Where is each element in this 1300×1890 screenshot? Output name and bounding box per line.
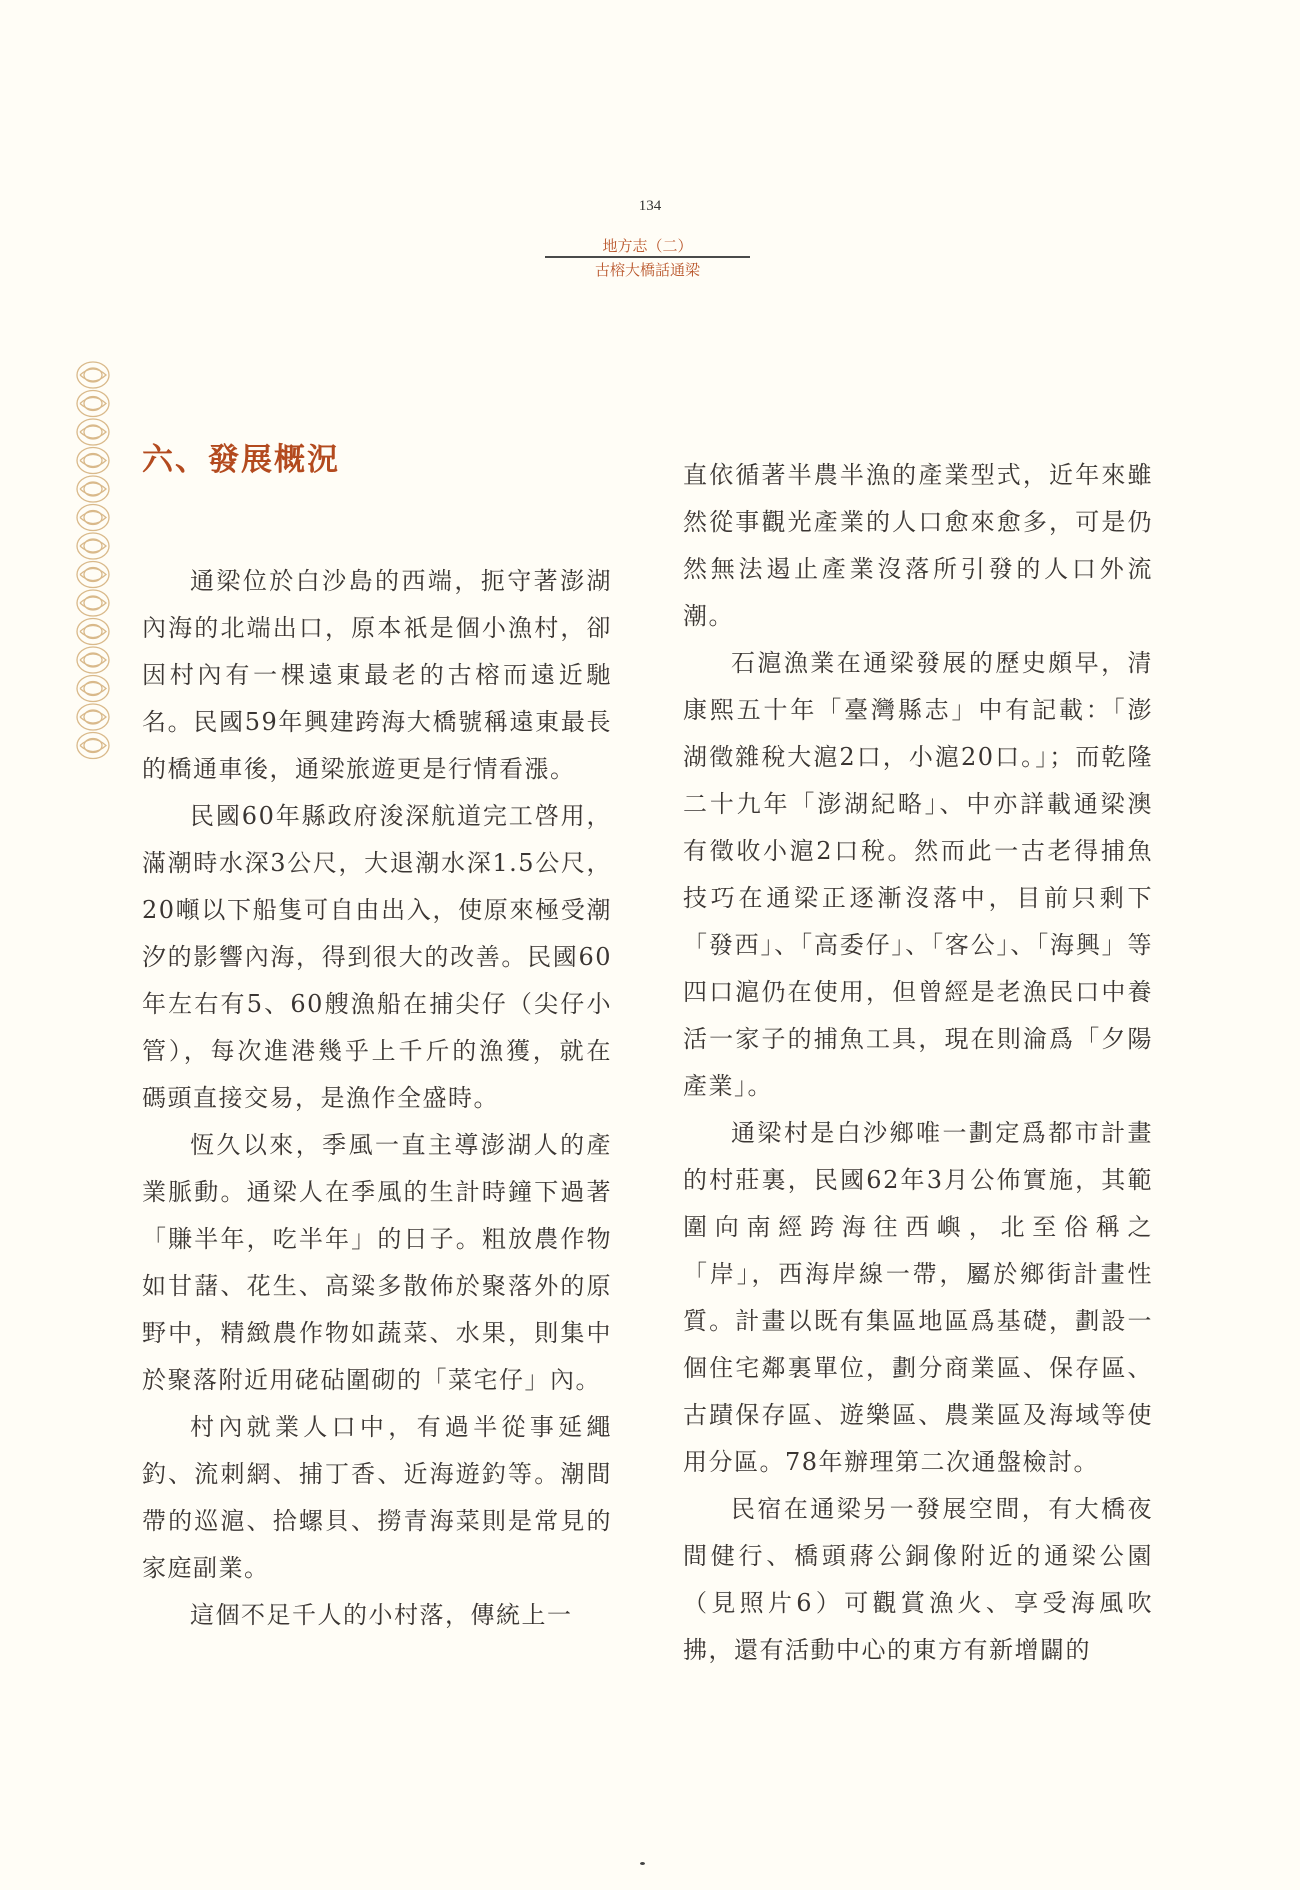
page-mark <box>640 1862 645 1865</box>
left-column <box>142 440 612 1639</box>
running-head <box>545 236 750 280</box>
series-title: 地方志（二） <box>602 237 693 255</box>
right-column <box>683 452 1153 1674</box>
floral-border-ornament-icon <box>72 360 114 780</box>
paragraph: 民宿在通梁另一發展空間，有大橋夜間健行、橋頭蔣公銅像附近的通梁公園（見照片6）可觀賞漁火、享受海風吹拂，還有活動中心的東方有新增闢的 <box>683 1495 1153 1664</box>
book-subtitle: 古榕大橋話通梁 <box>594 260 700 279</box>
right-column-body <box>683 452 1153 1674</box>
paragraph: 通梁村是白沙鄉唯一劃定爲都市計畫的村莊裏，民國62年3月公佈實施，其範圍向南經跨海往西嶼，北至俗稱之「岸」，西海岸線一帶，屬於鄉街計畫性質。計畫以既有集區地區爲基礎，劃設一個住宅鄰裏單位，劃分商業區、保存區、古蹟保存區、遊樂區、農業區及海域等使用分區。78年辦理第二次通盤檢討。 <box>683 1119 1153 1476</box>
header-divider <box>545 256 750 258</box>
page-number: 134 <box>638 198 662 214</box>
left-column-body <box>142 558 612 1639</box>
paragraph: 民國60年縣政府浚深航道完工啓用，滿潮時水深3公尺，大退潮水深1.5公尺，20噸以下船隻可自由出入，使原來極受潮汐的影響內海，得到很大的改善。民國60年左右有5、60艘漁船在捕尖仔（尖仔小管），每次進港幾乎上千斤的漁獲，就在碼頭直接交易，是漁作全盛時。 <box>142 802 612 1112</box>
paragraph: 通梁位於白沙島的西端，扼守著澎湖內海的北端出口，原本祇是個小漁村，卻因村內有一棵遠東最老的古榕而遠近馳名。民國59年興建跨海大橋號稱遠東最長的橋通車後，通梁旅遊更是行情看漲。 <box>142 567 612 783</box>
paragraph: 恆久以來，季風一直主導澎湖人的產業脈動。通梁人在季風的生計時鐘下過著「賺半年，吃半年」的日子。粗放農作物如甘藷、花生、高粱多散佈於聚落外的原野中，精緻農作物如蔬菜、水果，則集中於聚落附近用硓砧圍砌的「菜宅仔」內。 <box>142 1131 612 1394</box>
paragraph: 石滬漁業在通梁發展的歷史頗早，清康熙五十年「臺灣縣志」中有記載：「澎湖徵雜稅大滬2口，小滬20口。」；而乾隆二十九年「澎湖紀略」、中亦詳載通梁澳有徵收小滬2口稅。然而此一古老得捕魚技巧在通梁正逐漸沒落中，目前只剩下「發西」、「高委仔」、「客公」、「海興」等四口滬仍在使用，但曾經是老漁民口中養活一家子的捕魚工具，現在則淪爲「夕陽產業」。 <box>683 649 1153 1100</box>
paragraph: 這個不足千人的小村落，傳統上一 <box>190 1601 573 1629</box>
paragraph: 直依循著半農半漁的產業型式，近年來雖然從事觀光產業的人口愈來愈多，可是仍然無法遏止產業沒落所引發的人口外流潮。 <box>683 461 1153 630</box>
section-title: 六、發展概況 <box>142 442 340 478</box>
paragraph: 村內就業人口中，有過半從事延繩釣、流刺網、捕丁香、近海遊釣等。潮間帶的巡滬、拾螺貝、撈青海菜則是常見的家庭副業。 <box>142 1413 612 1582</box>
